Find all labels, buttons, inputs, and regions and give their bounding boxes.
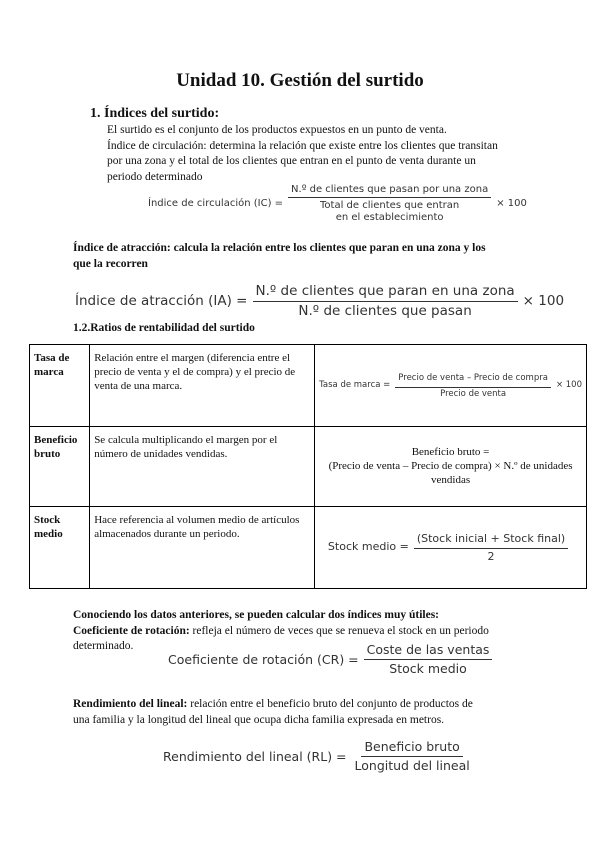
formula-lhs: Índice de atracción (IA) =: [75, 293, 248, 310]
conociendo-heading: Conociendo los datos anteriores, se pueden calcular dos índices muy útiles:: [73, 609, 439, 621]
formula-circulacion: [148, 184, 527, 223]
formula-fraction: [395, 371, 551, 400]
paragraph-line: Índice de circulación: determina la relación que existe entre los clientes que transitan: [107, 139, 498, 152]
formula-denominator: 2: [487, 549, 495, 563]
rotacion-line: [73, 624, 543, 640]
section-heading-indices: 1. Índices del surtido:: [90, 106, 220, 121]
formula-atraccion: [75, 283, 564, 320]
section-heading-ratios: 1.2.Ratios de rentabilidad del surtido: [73, 322, 255, 334]
formula-numerator: Precio de venta – Precio de compra: [395, 371, 551, 388]
formula-lhs: Rendimiento del lineal (RL) =: [163, 748, 347, 764]
formula-numerator: Beneficio bruto: [361, 739, 462, 757]
table-row: [30, 427, 587, 507]
row-formula: [315, 507, 587, 589]
formula-numerator: N.º de clientes que paran en una zona: [253, 283, 518, 302]
section1-paragraph: [107, 123, 547, 185]
rendimiento-line: [73, 697, 543, 713]
formula-rotacion: [168, 642, 497, 676]
row-description: Se calcula multiplicando el margen por el número de unidades vendidas.: [90, 427, 315, 507]
formula-fraction: [352, 739, 473, 773]
heading-line: Índice de atracción: calcula la relación entre los clientes que paran en una zona y los: [73, 242, 486, 254]
formula-multiplier: × 100: [522, 293, 565, 310]
formula-numerator: (Stock inicial + Stock final): [414, 532, 568, 549]
denominator-line: Total de clientes que entran: [320, 200, 460, 211]
formula-fraction: [288, 184, 491, 223]
formula-lhs: Stock medio =: [327, 540, 409, 554]
formula-denominator: Precio de venta: [440, 389, 507, 400]
row-description: Hace referencia al volumen medio de artículos almacenados durante un periodo.: [90, 507, 315, 589]
formula-denominator: [317, 198, 462, 223]
formula-numerator: N.º de clientes que pasan por una zona: [288, 184, 491, 198]
formula-lhs: Tasa de marca =: [319, 380, 391, 391]
formula-lhs: Índice de circulación (IC) =: [148, 198, 284, 209]
formula-multiplier: × 100: [555, 380, 582, 391]
page-title: Unidad 10. Gestión del surtido: [176, 70, 424, 91]
rotacion-line: determinado.: [73, 640, 134, 652]
formula-numerator: Coste de las ventas: [364, 642, 493, 660]
formula-denominator: Stock medio: [389, 661, 467, 676]
rotacion-label: Coeficiente de rotación:: [73, 624, 190, 637]
formula-tasa-marca: [319, 371, 582, 400]
rotacion-text: refleja el número de veces que se renueva el stock en un periodo: [189, 624, 489, 637]
table-row: [30, 507, 587, 589]
row-description: Relación entre el margen (diferencia entre el precio de venta y el de compra) y el precio de venta de una marca.: [90, 345, 315, 427]
row-label: Tasa de marca: [30, 345, 90, 427]
formula-denominator: Longitud del lineal: [354, 758, 470, 773]
row-label: Stock medio: [30, 507, 90, 589]
table-row: [30, 345, 587, 427]
rendimiento-label: Rendimiento del lineal:: [73, 698, 188, 710]
paragraph-line: periodo determinado: [107, 170, 203, 183]
formula-rendimiento: [163, 739, 478, 773]
formula-denominator: N.º de clientes que pasan: [298, 303, 472, 319]
ratios-table: [29, 344, 587, 589]
formula-multiplier: × 100: [496, 198, 527, 209]
formula-fraction: [414, 532, 568, 564]
paragraph-line: por una zona y el total de los clientes que entran en el punto de venta durante un: [107, 155, 476, 167]
rendimiento-text: relación entre el beneficio bruto del conjunto de productos de: [187, 698, 473, 710]
formula-stock-medio: [319, 532, 582, 564]
row-formula: [315, 345, 587, 427]
row-formula: [315, 427, 587, 507]
formula-fraction: [253, 283, 518, 320]
row-label: Beneficio bruto: [30, 427, 90, 507]
formula-fraction: [364, 642, 493, 676]
formula-lhs: Coeficiente de rotación (CR) =: [168, 651, 359, 667]
formula-line: (Precio de venta – Precio de compra) × N.º de unidades vendidas: [328, 460, 573, 486]
heading-line: que la recorren: [73, 257, 148, 270]
rendimiento-line: una familia y la longitud del lineal que ocupa dicha familia expresada en metros.: [73, 713, 445, 726]
denominator-line: en el establecimiento: [335, 211, 444, 223]
paragraph-line: El surtido es el conjunto de los productos expuestos en un punto de venta.: [107, 124, 447, 136]
atraccion-heading: [73, 241, 543, 272]
formula-line: Beneficio bruto =: [411, 446, 490, 458]
rendimiento-block: [73, 697, 543, 728]
